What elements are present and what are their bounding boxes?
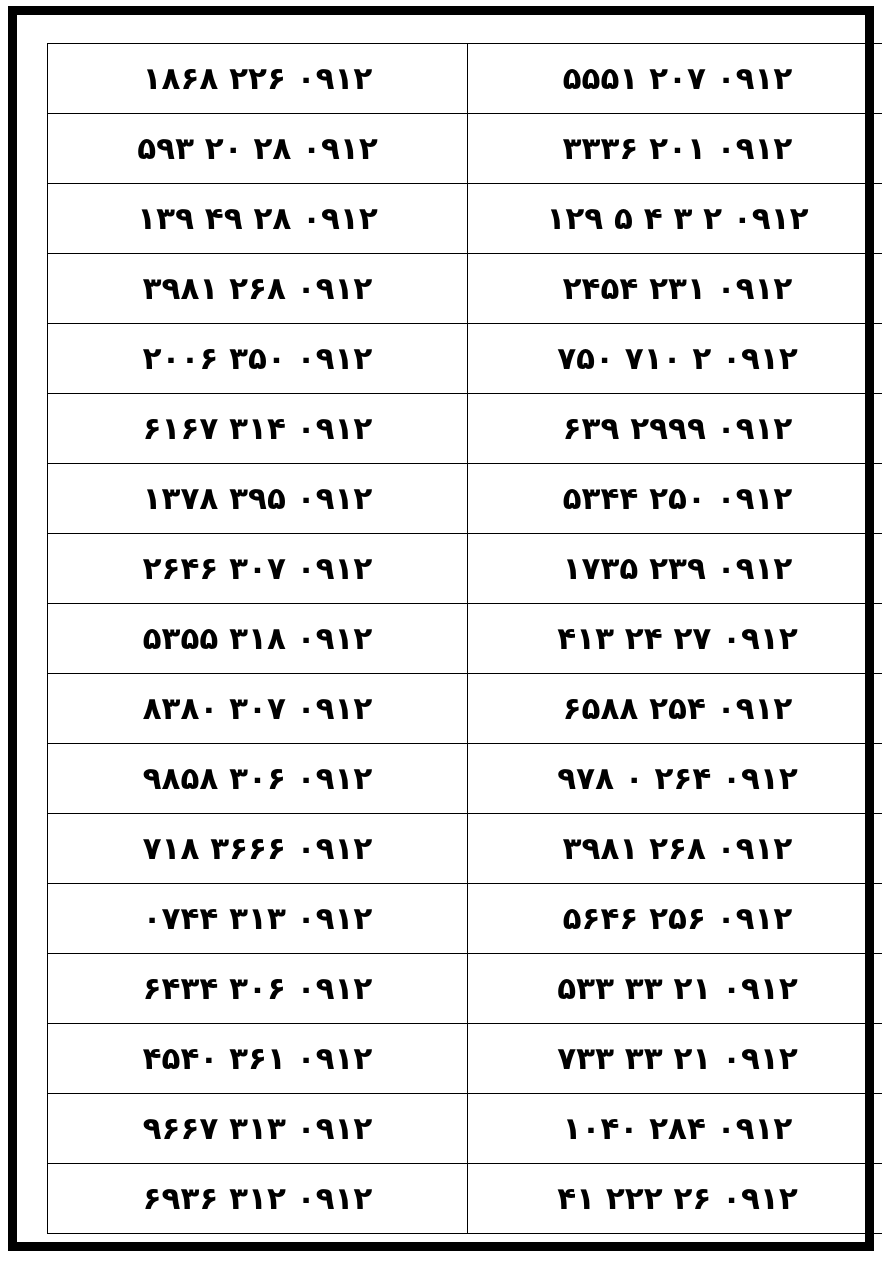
page-border-frame [8, 6, 874, 1251]
phone-number-cell: ۰۹۱۲ ۲۸ ۲۰ ۵۹۳ [48, 114, 468, 184]
table-row [48, 1094, 882, 1164]
phone-number-cell: ۰۹۱۲ ۳۶۱ ۴۵۴۰ [48, 1024, 468, 1094]
table-row [48, 254, 882, 324]
phone-number-cell: ۰۹۱۲ ۲ ۳ ۴ ۵ ۱۲۹ [468, 184, 882, 254]
phone-number-cell: ۰۹۱۲ ۳۵۰ ۲۰۰۶ [48, 324, 468, 394]
phone-number-cell: ۰۹۱۲ ۳۰۶ ۶۴۳۴ [48, 954, 468, 1024]
phone-number-cell: ۰۹۱۲ ۲۳۹ ۱۷۳۵ [468, 534, 882, 604]
phone-number-cell: ۰۹۱۲ ۲۲۶ ۱۸۶۸ [48, 44, 468, 114]
table-row [48, 44, 882, 114]
phone-number-cell: ۰۹۱۲ ۳۱۸ ۵۳۵۵ [48, 604, 468, 674]
phone-number-cell: ۰۹۱۲ ۲۸۴ ۱۰۴۰ [468, 1094, 882, 1164]
table-row [48, 1164, 882, 1234]
phone-number-cell: ۰۹۱۲ ۳۶۶۶ ۷۱۸ [48, 814, 468, 884]
table-row [48, 534, 882, 604]
phone-number-cell: ۰۹۱۲ ۳۱۳ ۹۶۶۷ [48, 1094, 468, 1164]
phone-number-table-container [47, 43, 869, 1220]
table-row [48, 954, 882, 1024]
phone-number-cell: ۰۹۱۲ ۲۳۱ ۲۴۵۴ [468, 254, 882, 324]
phone-number-cell: ۰۹۱۲ ۲۱ ۳۳ ۷۳۳ [468, 1024, 882, 1094]
phone-number-cell: ۰۹۱۲ ۲۸ ۴۹ ۱۳۹ [48, 184, 468, 254]
phone-number-cell: ۰۹۱۲ ۲۷ ۲۴ ۴۱۳ [468, 604, 882, 674]
table-row [48, 884, 882, 954]
table-row [48, 114, 882, 184]
phone-number-cell: ۰۹۱۲ ۲۵۰ ۵۳۴۴ [468, 464, 882, 534]
phone-number-cell: ۰۹۱۲ ۳۱۲ ۶۹۳۶ [48, 1164, 468, 1234]
phone-number-cell: ۰۹۱۲ ۳۱۴ ۶۱۶۷ [48, 394, 468, 464]
table-row [48, 1024, 882, 1094]
phone-number-cell: ۰۹۱۲ ۳۰۷ ۸۳۸۰ [48, 674, 468, 744]
phone-number-cell: ۰۹۱۲ ۲۶ ۲۲۲ ۴۱ [468, 1164, 882, 1234]
table-row [48, 814, 882, 884]
phone-number-table [47, 43, 882, 1234]
table-row [48, 604, 882, 674]
phone-number-cell: ۰۹۱۲ ۲۹۹۹ ۶۳۹ [468, 394, 882, 464]
table-row [48, 674, 882, 744]
phone-number-cell: ۰۹۱۲ ۲ ۷۱۰ ۷۵۰ [468, 324, 882, 394]
phone-number-cell: ۰۹۱۲ ۳۱۳ ۰۷۴۴ [48, 884, 468, 954]
phone-number-cell: ۰۹۱۲ ۲۰۷ ۵۵۵۱ [468, 44, 882, 114]
phone-number-cell: ۰۹۱۲ ۲۶۸ ۳۹۸۱ [468, 814, 882, 884]
table-row [48, 744, 882, 814]
phone-number-cell: ۰۹۱۲ ۲۰۱ ۳۳۳۶ [468, 114, 882, 184]
phone-number-cell: ۰۹۱۲ ۲۶۴ ۰ ۹۷۸ [468, 744, 882, 814]
phone-number-cell: ۰۹۱۲ ۲۵۴ ۶۵۸۸ [468, 674, 882, 744]
phone-number-cell: ۰۹۱۲ ۳۰۷ ۲۶۴۶ [48, 534, 468, 604]
table-row [48, 464, 882, 534]
phone-number-cell: ۰۹۱۲ ۲۵۶ ۵۶۴۶ [468, 884, 882, 954]
phone-number-table-body [48, 44, 882, 1234]
phone-number-cell: ۰۹۱۲ ۳۹۵ ۱۳۷۸ [48, 464, 468, 534]
table-row [48, 394, 882, 464]
table-row [48, 324, 882, 394]
phone-number-cell: ۰۹۱۲ ۲۱ ۳۳ ۵۳۳ [468, 954, 882, 1024]
phone-number-cell: ۰۹۱۲ ۳۰۶ ۹۸۵۸ [48, 744, 468, 814]
phone-number-cell: ۰۹۱۲ ۲۶۸ ۳۹۸۱ [48, 254, 468, 324]
table-row [48, 184, 882, 254]
